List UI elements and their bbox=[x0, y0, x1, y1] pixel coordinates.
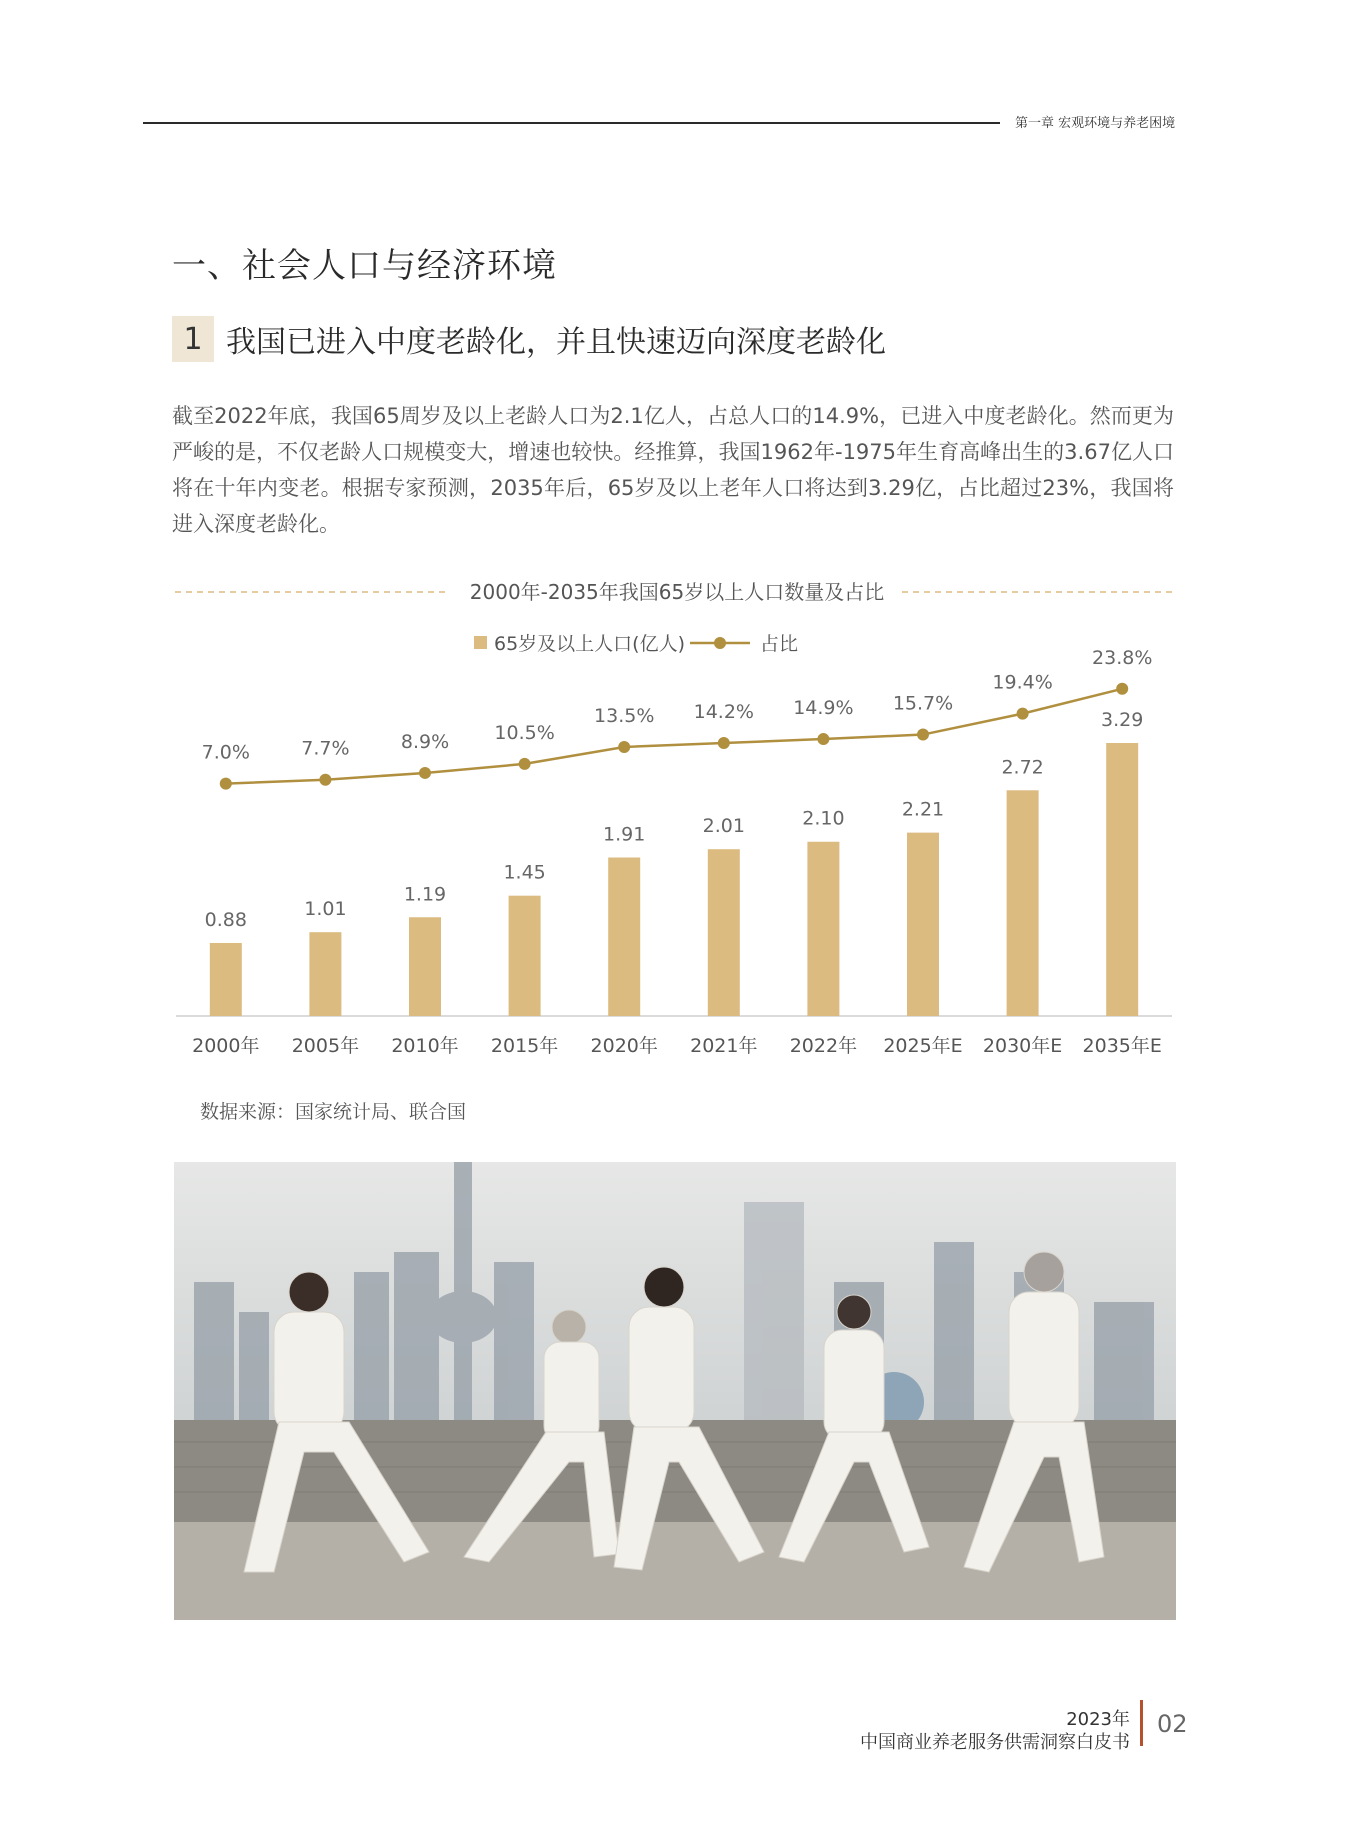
source-note: 数据来源：国家统计局、联合国 bbox=[200, 1101, 467, 1123]
legend-line-marker bbox=[714, 637, 726, 649]
bar bbox=[409, 917, 441, 1016]
legend-label-line: 占比 bbox=[760, 633, 799, 655]
x-tick-label: 2021年 bbox=[690, 1035, 758, 1057]
bar bbox=[509, 896, 541, 1016]
line-value-label: 13.5% bbox=[594, 704, 655, 727]
x-tick-label: 2010年 bbox=[391, 1035, 459, 1057]
legend-swatch-bar bbox=[474, 636, 487, 649]
page-number: 02 bbox=[1157, 1710, 1188, 1738]
x-tick-label: 2015年 bbox=[490, 1035, 559, 1057]
bar-value-label: 2.21 bbox=[901, 798, 945, 821]
line-point bbox=[419, 767, 431, 779]
line-point bbox=[618, 741, 630, 753]
line-value-label: 8.9% bbox=[400, 730, 450, 753]
x-tick-label: 2035年E bbox=[1082, 1035, 1162, 1057]
footer-divider bbox=[1140, 1700, 1143, 1746]
line-point bbox=[1116, 683, 1128, 695]
line-value-label: 14.9% bbox=[793, 697, 854, 720]
bar-value-label: 1.45 bbox=[503, 861, 546, 884]
footer-year: 2023年 bbox=[1066, 1709, 1130, 1730]
pavement bbox=[174, 1522, 1176, 1620]
bar bbox=[807, 842, 839, 1016]
chapter-label: 第一章 宏观环境与养老困境 bbox=[1015, 116, 1176, 131]
bar-value-label: 1.01 bbox=[304, 898, 347, 921]
bar bbox=[708, 849, 740, 1016]
subsection-number: 1 bbox=[172, 316, 214, 362]
x-tick-label: 2025年E bbox=[883, 1035, 963, 1057]
bar-value-label: 2.72 bbox=[1001, 756, 1044, 779]
line-point bbox=[817, 733, 829, 745]
bar-value-label: 1.91 bbox=[603, 823, 646, 846]
line-value-label: 14.2% bbox=[693, 701, 754, 724]
bar-value-label: 0.88 bbox=[204, 908, 247, 931]
bar-value-label: 3.29 bbox=[1101, 709, 1144, 731]
bar bbox=[608, 858, 640, 1016]
line-value-label: 19.4% bbox=[992, 671, 1053, 694]
line-value-label: 10.5% bbox=[494, 721, 555, 744]
line-point bbox=[718, 737, 730, 749]
bar bbox=[907, 833, 939, 1016]
line-point bbox=[319, 774, 331, 786]
x-tick-label: 2000年 bbox=[192, 1035, 260, 1057]
bar-value-label: 2.01 bbox=[702, 815, 745, 838]
bar bbox=[210, 943, 242, 1016]
line-point bbox=[917, 729, 929, 741]
line-point bbox=[220, 778, 232, 790]
share-line bbox=[226, 689, 1122, 784]
legend-label-bar: 65岁及以上人口(亿人) bbox=[494, 633, 686, 655]
body-paragraph: 截至2022年底，我国65周岁及以上老龄人口为2.1亿人，占总人口的14.9%，已进入中度老龄化。然而更为严峻的是，不仅老龄人口规模变大，增速也较快。经推算，我国1962年-1975年生育高峰出生的3.67亿人口将在十年内变老。根据专家预测，2035年后，65岁及以上老年人口将达到3.29亿，占比超过23%，我国将进入深度老龄化。 bbox=[172, 404, 1174, 536]
section-title: 一、社会人口与经济环境 bbox=[172, 246, 557, 286]
line-value-label: 15.7% bbox=[892, 692, 954, 715]
subsection-title: 我国已进入中度老龄化，并且快速迈向深度老龄化 bbox=[226, 325, 886, 360]
line-point bbox=[1017, 708, 1029, 720]
bar bbox=[309, 932, 341, 1016]
chart-title: 2000年-2035年我国65岁以上人口数量及占比 bbox=[469, 580, 885, 604]
line-value-label: 23.8% bbox=[1092, 646, 1153, 669]
footer-title: 中国商业养老服务供需洞察白皮书 bbox=[860, 1732, 1130, 1753]
x-tick-label: 2005年 bbox=[291, 1035, 360, 1057]
x-tick-label: 2022年 bbox=[789, 1035, 858, 1057]
bar bbox=[1007, 790, 1039, 1016]
line-value-label: 7.7% bbox=[301, 737, 350, 760]
line-point bbox=[519, 758, 531, 770]
tai-chi-photo bbox=[174, 1162, 1176, 1620]
x-tick-label: 2020年 bbox=[590, 1035, 658, 1057]
line-value-label: 7.0% bbox=[201, 741, 250, 764]
bar-value-label: 2.10 bbox=[802, 807, 845, 830]
bar-value-label: 1.19 bbox=[403, 883, 447, 906]
x-tick-label: 2030年E bbox=[982, 1035, 1063, 1057]
bar bbox=[1106, 743, 1138, 1016]
